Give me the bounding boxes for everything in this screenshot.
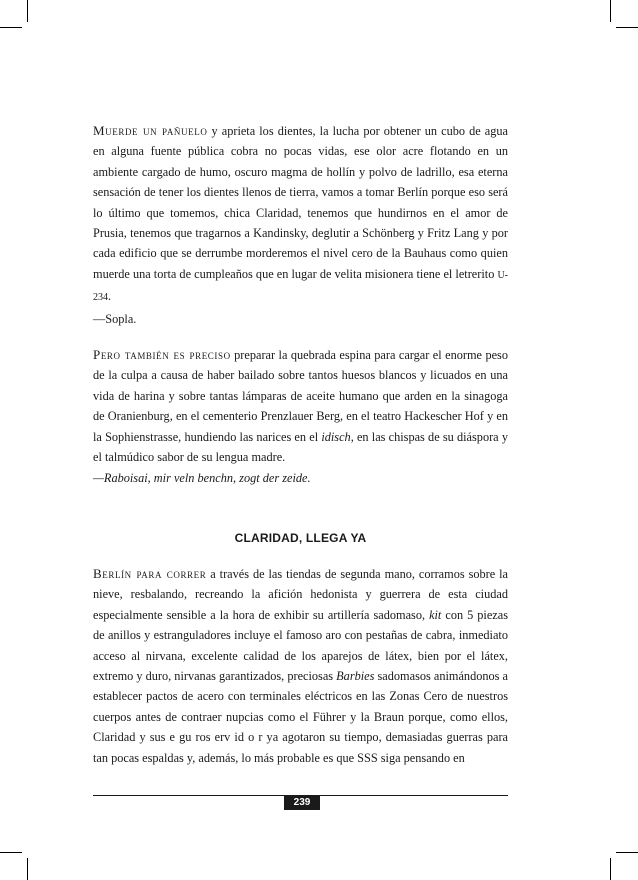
crop-mark	[27, 858, 28, 880]
italic-word: idisch	[321, 429, 351, 444]
lead-in: Pero también es preciso	[93, 347, 231, 363]
dialog-line	[93, 468, 508, 488]
crop-mark	[610, 858, 611, 880]
lead-in: Muerde un pañuelo	[93, 123, 208, 138]
paragraph-2	[93, 345, 508, 467]
lead-in: Berlín para correr	[93, 565, 207, 581]
dialog-line: —Sopla.	[93, 311, 137, 326]
crop-mark	[0, 852, 22, 853]
paragraph-end: .	[108, 289, 112, 304]
paragraph-3	[93, 564, 508, 768]
italic-word: kit	[429, 607, 442, 622]
paragraph-text: y aprieta los dientes, la lucha por obtener un cubo de agua en alguna fuente pública cobra no pocas vidas, ese olor acre flotando en un ambiente cargado de humo, oscuro magma de hollín y polvo de ladrillo, esa eterna sensación de tener los dientes llenos de tierra, vamos a tomar Berlín porque eso será lo último que tomemos, chica Claridad, tenemos que hundirnos en el amor de Prusia, tenemos que tragarnos a Kandinsky, deglutir a Schönberg y Fritz Lang y por cada edificio que se derrumbe morderemos el nivel cero de la Bauhaus como quien muerde una torta de cumpleaños que en lugar de velita misionera tiene el letrerito	[93, 124, 508, 281]
paragraph-text: preparar la quebrada espina para cargar el enorme peso de la culpa a causa de haber bailado sobre tantos huesos blancos y licuados en una vida de harina y sobre tantas lámparas de aceite humano que arden en la sinagoga de Oranienburg, en el cementerio Prenzlauer Berg, en el teatro Hackescher Hof y en la Sophienstrasse, hundiendo las narices en el	[93, 348, 508, 444]
paragraph-1	[93, 121, 508, 309]
paragraph-text: con 5 piezas de anillos y estranguladores incluye el famoso aro con pestañas de cabra, inmediato acceso al nirvana, excelente calidad de los aparejos de látex, bien por el látex, extremo y duro, nirvanas garantizados, preciosas	[93, 607, 508, 683]
page-number: 239	[284, 796, 320, 810]
crop-mark	[610, 0, 611, 22]
paragraph-text: sadomasos animándonos a establecer pactos de acero con terminales eléctricos en las Zonas Cero de nuestros cuerpos antes de contraer nupcias como el Führer y la Braun porque, como ellos, Claridad y sus e gu ros erv id o r ya agotaron su tiempo, demasiadas guerras para tan pocas espaldas y, además, lo más probable es que SSS siga pensando en	[93, 668, 508, 765]
crop-mark	[0, 27, 22, 28]
paragraph-text: , en las chispas de su diáspora y el talmúdico sabor de su lengua madre.	[93, 429, 508, 465]
crop-mark	[27, 0, 28, 22]
italic-dialog: —Raboisai, mir veln benchn, zogt der zeide.	[93, 470, 311, 485]
code-label: U-234	[93, 269, 508, 304]
paragraph-text: a través de las tiendas de segunda mano, corramos sobre la nieve, resbalando, recreando la afición hedonista y guerrera de esta ciudad especialmente sensible a la hora de exhibir su artillería sadomaso,	[93, 566, 508, 622]
page-body	[93, 121, 508, 768]
italic-word: Barbies	[336, 668, 375, 683]
crop-mark	[616, 27, 638, 28]
section-heading: CLARIDAD, LLEGA YA	[234, 530, 367, 545]
crop-mark	[616, 852, 638, 853]
